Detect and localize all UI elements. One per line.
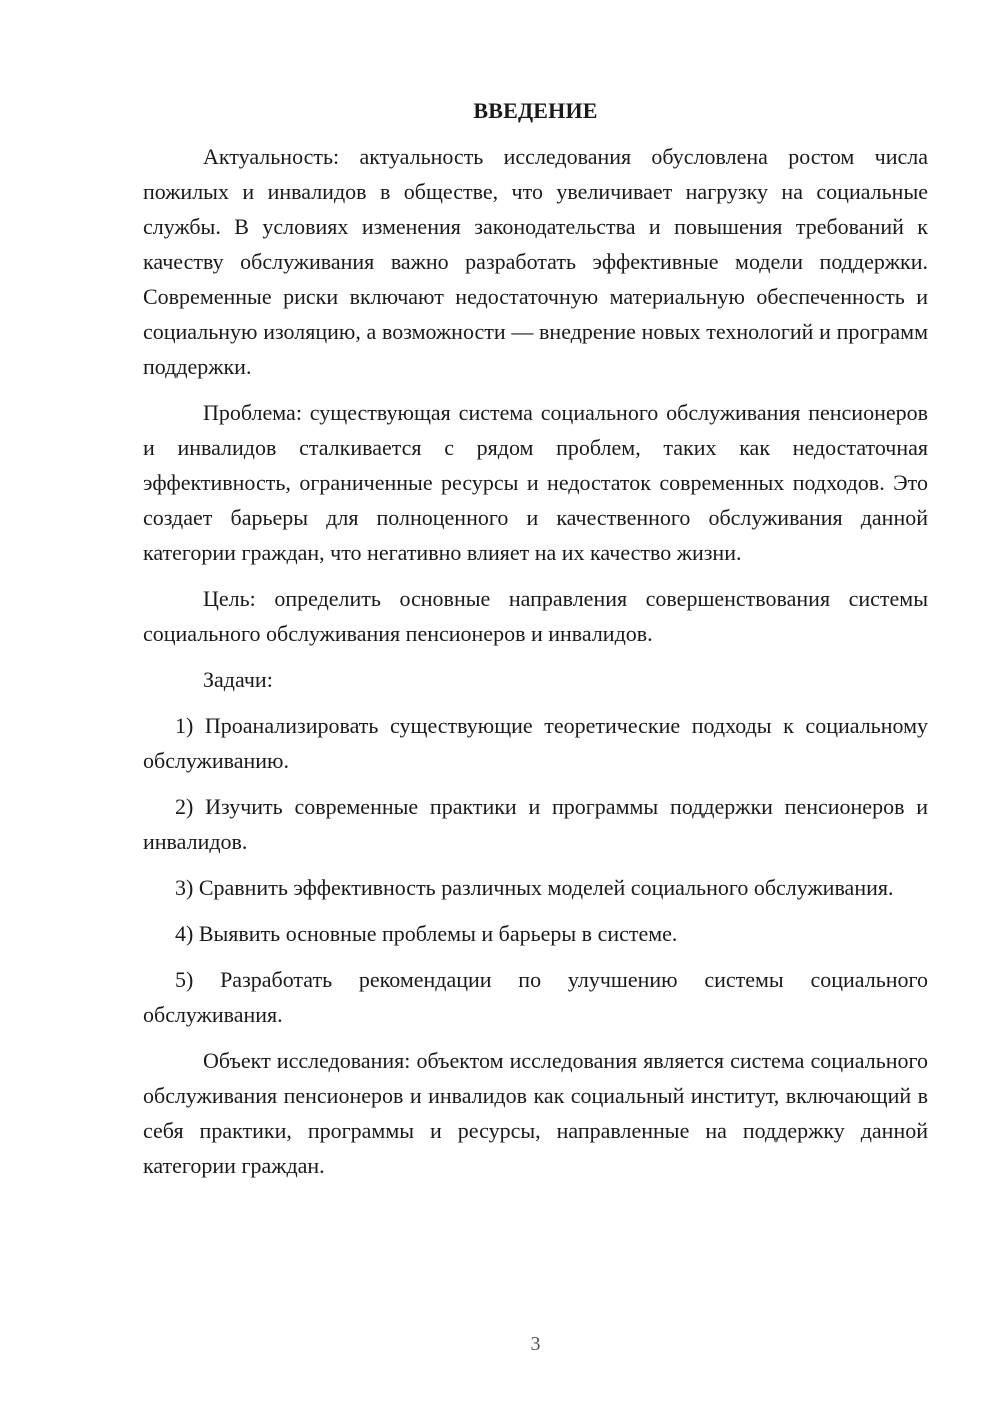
tasks-heading: Задачи: — [203, 667, 273, 692]
page-content — [143, 96, 928, 1194]
page-number: 3 — [530, 1333, 541, 1355]
task-item: 2) Изучить современные практики и программы поддержки пенсионеров и инвалидов. — [143, 794, 928, 854]
task-item: 5) Разработать рекомендации по улучшению системы социального обслуживания. — [143, 967, 928, 1027]
goal-paragraph: Цель: определить основные направления совершенствования системы социального обслуживания пенсионеров и инвалидов. — [143, 586, 928, 646]
section-title: ВВЕДЕНИЕ — [473, 98, 598, 123]
task-item: 4) Выявить основные проблемы и барьеры в системе. — [175, 921, 678, 946]
tasks-list — [143, 708, 928, 1032]
object-paragraph: Объект исследования: объектом исследования является система социального обслуживания пенсионеров и инвалидов как социальный институт, включающий в себя практики, программы и ресурсы, направленные на поддержку данной категории граждан. — [143, 1048, 928, 1178]
task-item: 1) Проанализировать существующие теоретические подходы к социальному обслуживанию. — [143, 713, 928, 773]
task-item: 3) Сравнить эффективность различных моделей социального обслуживания. — [175, 875, 894, 900]
problem-paragraph: Проблема: существующая система социального обслуживания пенсионеров и инвалидов сталкивается с рядом проблем, таких как недостаточная эффективность, ограниченные ресурсы и недостаток современных подходов. Это создает барьеры для полноценного и качественного обслуживания данной категории граждан, что негативно влияет на их качество жизни. — [143, 400, 928, 565]
relevance-paragraph: Актуальность: актуальность исследования обусловлена ростом числа пожилых и инвалидов в обществе, что увеличивает нагрузку на социальные службы. В условиях изменения законодательства и повышения требований к качеству обслуживания важно разработать эффективные модели поддержки. Современные риски включают недостаточную материальную обеспеченность и социальную изоляцию, а возможности — внедрение новых технологий и программ поддержки. — [143, 144, 928, 379]
